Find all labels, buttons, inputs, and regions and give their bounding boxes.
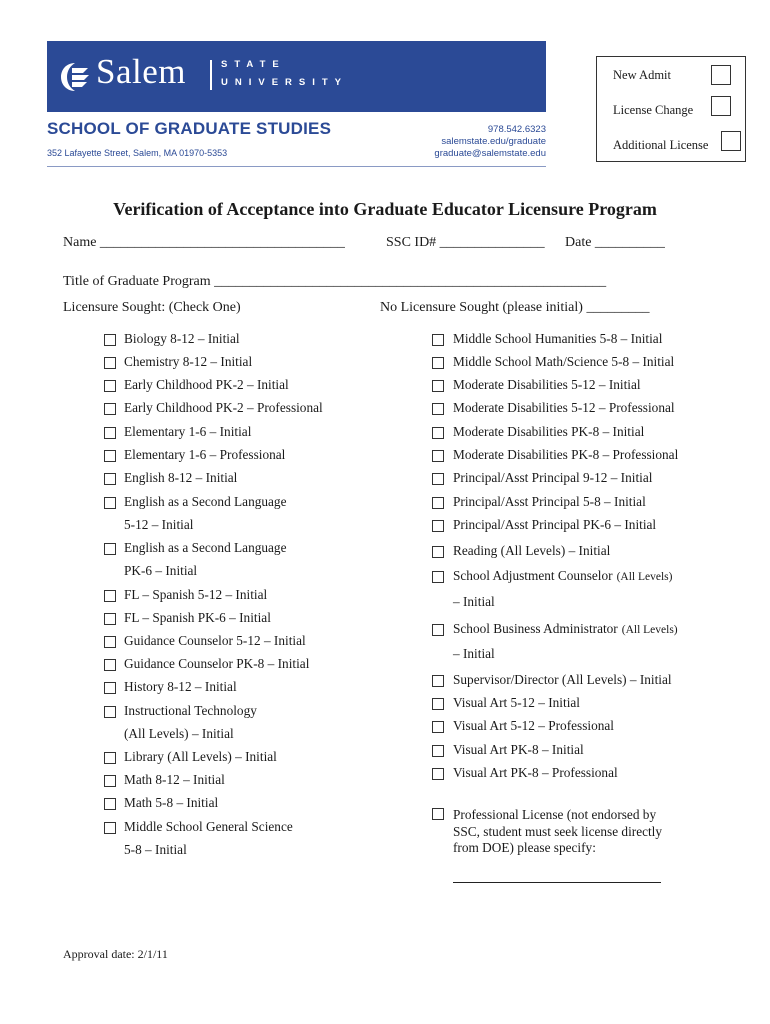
left-licensure-item-checkbox[interactable]: [104, 357, 116, 369]
left-licensure-item-label: [124, 656, 309, 672]
right-licensure-item-checkbox[interactable]: [432, 624, 444, 636]
left-licensure-item-label: [124, 354, 252, 370]
admit-option-additional-checkbox[interactable]: [721, 131, 741, 151]
left-licensure-item-label: [124, 470, 237, 486]
right-licensure-item-checkbox[interactable]: [432, 520, 444, 532]
right-licensure-item-label-level: (All Levels): [616, 571, 673, 583]
admit-option-new-checkbox[interactable]: [711, 65, 731, 85]
left-licensure-item-label-text: Biology 8-12 – Initial: [124, 331, 240, 346]
university-logo: [58, 52, 538, 100]
right-licensure-item-checkbox[interactable]: [432, 380, 444, 392]
left-licensure-item-label-text: History 8-12 – Initial: [124, 679, 237, 694]
right-licensure-item-checkbox[interactable]: [432, 675, 444, 687]
left-licensure-item-label-text: Math 5-8 – Initial: [124, 795, 219, 810]
date-field[interactable]: Date __________: [565, 235, 665, 250]
name-field[interactable]: Name ___________________________________: [63, 235, 345, 250]
left-licensure-item-label: [124, 331, 240, 347]
left-licensure-item-checkbox[interactable]: [104, 497, 116, 509]
professional-line: SSC, student must seek license directly: [453, 823, 663, 839]
left-licensure-item-checkbox[interactable]: [104, 775, 116, 787]
left-licensure-item-label: [124, 610, 271, 626]
left-licensure-item-checkbox[interactable]: [104, 822, 116, 834]
left-licensure-item-checkbox[interactable]: [104, 590, 116, 602]
right-licensure-item-label-text: Principal/Asst Principal 9-12 – Initial: [453, 470, 653, 485]
right-licensure-item-label: [453, 718, 614, 734]
right-licensure-item-label-text: Moderate Disabilities 5-12 – Professional: [453, 400, 675, 415]
right-licensure-item-label-text: Supervisor/Director (All Levels) – Initial: [453, 672, 672, 687]
right-licensure-item-label-continued: – Initial: [453, 646, 495, 661]
left-licensure-item-label-text: Elementary 1-6 – Initial: [124, 424, 252, 439]
left-licensure-item-label-text: Chemistry 8-12 – Initial: [124, 354, 253, 369]
left-licensure-item-label: [124, 587, 267, 603]
right-licensure-item-label: [453, 672, 672, 688]
left-licensure-item-checkbox[interactable]: [104, 427, 116, 439]
left-licensure-item-label: [124, 400, 323, 416]
ship-logo-icon: [58, 60, 92, 94]
contact-email: graduate@salemstate.edu: [434, 148, 546, 159]
logo-state-text: STATE: [221, 59, 286, 70]
admit-option-new-label: New Admit: [613, 68, 671, 82]
right-licensure-item-label-text: Middle School Humanities 5-8 – Initial: [453, 331, 663, 346]
right-licensure-item-label-text: Middle School Math/Science 5-8 – Initial: [453, 354, 675, 369]
left-licensure-item-label: [124, 447, 285, 463]
left-licensure-item-label-text: Early Childhood PK-2 – Initial: [124, 377, 289, 392]
left-licensure-item-label-continued: (All Levels) – Initial: [124, 726, 234, 741]
right-licensure-item-label-text: School Adjustment Counselor: [453, 568, 613, 583]
logo-wordmark: Salem: [96, 52, 186, 91]
admit-type-box: [596, 56, 746, 162]
right-licensure-item-label-text: Moderate Disabilities 5-12 – Initial: [453, 377, 641, 392]
school-address: 352 Lafayette Street, Salem, MA 01970-5353: [47, 148, 228, 158]
right-licensure-item-label: [453, 695, 580, 711]
right-licensure-item-label: [453, 354, 674, 370]
school-name: SCHOOL OF GRADUATE STUDIES: [47, 119, 332, 138]
left-licensure-item-label-text: Library (All Levels) – Initial: [124, 749, 277, 764]
right-licensure-item-checkbox[interactable]: [432, 571, 444, 583]
right-licensure-item-label: [453, 494, 646, 510]
right-licensure-item-label: [453, 377, 641, 393]
professional-license-text: [453, 807, 662, 857]
left-licensure-item-checkbox[interactable]: [104, 473, 116, 485]
right-licensure-item-label-text: Visual Art PK-8 – Initial: [453, 742, 584, 757]
logo-university-text: UNIVERSITY: [221, 77, 349, 88]
left-licensure-item-label-text: FL – Spanish PK-6 – Initial: [124, 610, 271, 625]
right-licensure-item-label-text: School Business Administrator: [453, 621, 618, 636]
professional-line: from DOE) please specify:: [453, 840, 596, 855]
licensure-sought-heading: Licensure Sought: (Check One): [63, 300, 241, 315]
ssc-id-field[interactable]: SSC ID# _______________: [386, 235, 545, 250]
right-licensure-item-label: [453, 765, 618, 781]
right-licensure-item-checkbox[interactable]: [432, 546, 444, 558]
right-licensure-item-checkbox[interactable]: [432, 698, 444, 710]
left-licensure-item-label: [124, 377, 289, 393]
right-licensure-item-checkbox[interactable]: [432, 357, 444, 369]
header-divider: [47, 166, 546, 167]
right-licensure-item-label: [453, 424, 644, 440]
left-licensure-item-label-text: Guidance Counselor PK-8 – Initial: [124, 656, 310, 671]
left-licensure-item-checkbox[interactable]: [104, 380, 116, 392]
left-licensure-item-label: [124, 633, 306, 649]
left-licensure-item-checkbox[interactable]: [104, 543, 116, 555]
left-licensure-item-label-text: Middle School General Science: [124, 819, 293, 834]
right-licensure-item-checkbox[interactable]: [432, 473, 444, 485]
right-licensure-item-label-continued: – Initial: [453, 594, 495, 609]
contact-info: [434, 124, 546, 160]
right-licensure-item-label: [453, 400, 675, 416]
program-title-field[interactable]: Title of Graduate Program ________________________________________________________: [63, 274, 607, 289]
left-licensure-item-label: [124, 749, 277, 765]
right-licensure-item-label-text: Visual Art 5-12 – Initial: [453, 695, 580, 710]
right-licensure-item-label: [453, 543, 610, 559]
right-licensure-item-label-text: Principal/Asst Principal PK-6 – Initial: [453, 517, 657, 532]
admit-option-change-label: License Change: [613, 103, 694, 117]
right-licensure-item-label: [453, 470, 652, 486]
left-licensure-item-checkbox[interactable]: [104, 706, 116, 718]
contact-web: salemstate.edu/graduate: [441, 136, 546, 147]
contact-phone: 978.542.6323: [487, 124, 546, 135]
left-licensure-item-checkbox[interactable]: [104, 403, 116, 415]
professional-license-checkbox[interactable]: [432, 808, 444, 820]
admit-option-change-checkbox[interactable]: [711, 96, 731, 116]
professional-line: Professional License (not endorsed by: [453, 807, 657, 822]
left-licensure-item-label-text: Early Childhood PK-2 – Professional: [124, 400, 323, 415]
right-licensure-item-checkbox[interactable]: [432, 427, 444, 439]
no-licensure-field[interactable]: No Licensure Sought (please initial) _________: [380, 300, 650, 315]
professional-specify-line[interactable]: [453, 882, 661, 883]
form-title: Verification of Acceptance into Graduate Educator Licensure Program: [113, 199, 657, 219]
left-licensure-item-label-text: English 8-12 – Initial: [124, 470, 238, 485]
right-licensure-item-label-text: Visual Art PK-8 – Professional: [453, 765, 618, 780]
left-licensure-item-label: [124, 819, 293, 835]
approval-date: Approval date: 2/1/11: [63, 947, 168, 961]
left-licensure-item-label-text: English as a Second Language: [124, 494, 287, 509]
left-licensure-item-label-text: English as a Second Language: [124, 540, 287, 555]
left-licensure-item-label-text: Math 8-12 – Initial: [124, 772, 225, 787]
right-licensure-item-checkbox[interactable]: [432, 450, 444, 462]
left-licensure-item-checkbox[interactable]: [104, 334, 116, 346]
left-licensure-item-label-text: Guidance Counselor 5-12 – Initial: [124, 633, 306, 648]
right-licensure-item-label-level: (All Levels): [621, 624, 678, 636]
right-licensure-item-label-text: Moderate Disabilities PK-8 – Professional: [453, 447, 679, 462]
right-licensure-item-label-text: Visual Art 5-12 – Professional: [453, 718, 614, 733]
left-licensure-item-label: [124, 772, 225, 788]
right-licensure-item-checkbox[interactable]: [432, 334, 444, 346]
right-licensure-item-label: [453, 568, 672, 584]
left-licensure-item-label: [124, 679, 237, 695]
right-licensure-item-checkbox[interactable]: [432, 403, 444, 415]
left-licensure-item-checkbox[interactable]: [104, 752, 116, 764]
right-licensure-item-checkbox[interactable]: [432, 721, 444, 733]
left-licensure-item-label: [124, 540, 286, 556]
logo-divider: [210, 60, 212, 90]
left-licensure-item-checkbox[interactable]: [104, 798, 116, 810]
right-licensure-item-label: [453, 517, 656, 533]
right-licensure-item-label: [453, 621, 678, 637]
left-licensure-item-checkbox[interactable]: [104, 613, 116, 625]
left-licensure-item-checkbox[interactable]: [104, 636, 116, 648]
right-licensure-item-label: [453, 447, 678, 463]
left-licensure-item-label-continued: 5-12 – Initial: [124, 517, 194, 532]
left-licensure-item-label-text: FL – Spanish 5-12 – Initial: [124, 587, 268, 602]
left-licensure-item-label-text: Instructional Technology: [124, 703, 257, 718]
right-licensure-item-label: [453, 331, 662, 347]
left-licensure-item-label-text: Elementary 1-6 – Professional: [124, 447, 286, 462]
left-licensure-item-label: [124, 703, 257, 719]
left-licensure-item-checkbox[interactable]: [104, 659, 116, 671]
right-licensure-item-checkbox[interactable]: [432, 497, 444, 509]
left-licensure-item-checkbox[interactable]: [104, 682, 116, 694]
right-licensure-item-label-text: Moderate Disabilities PK-8 – Initial: [453, 424, 645, 439]
left-licensure-item-checkbox[interactable]: [104, 450, 116, 462]
left-licensure-item-label: [124, 795, 218, 811]
left-licensure-item-label-continued: 5-8 – Initial: [124, 842, 187, 857]
left-licensure-item-label: [124, 494, 286, 510]
right-licensure-item-label-text: Principal/Asst Principal 5-8 – Initial: [453, 494, 646, 509]
admit-option-additional-label: Additional License: [613, 138, 709, 152]
left-licensure-item-label-continued: PK-6 – Initial: [124, 563, 198, 578]
right-licensure-item-checkbox[interactable]: [432, 768, 444, 780]
left-licensure-item-label: [124, 424, 251, 440]
right-licensure-item-checkbox[interactable]: [432, 745, 444, 757]
right-licensure-item-label-text: Reading (All Levels) – Initial: [453, 543, 611, 558]
right-licensure-item-label: [453, 742, 584, 758]
